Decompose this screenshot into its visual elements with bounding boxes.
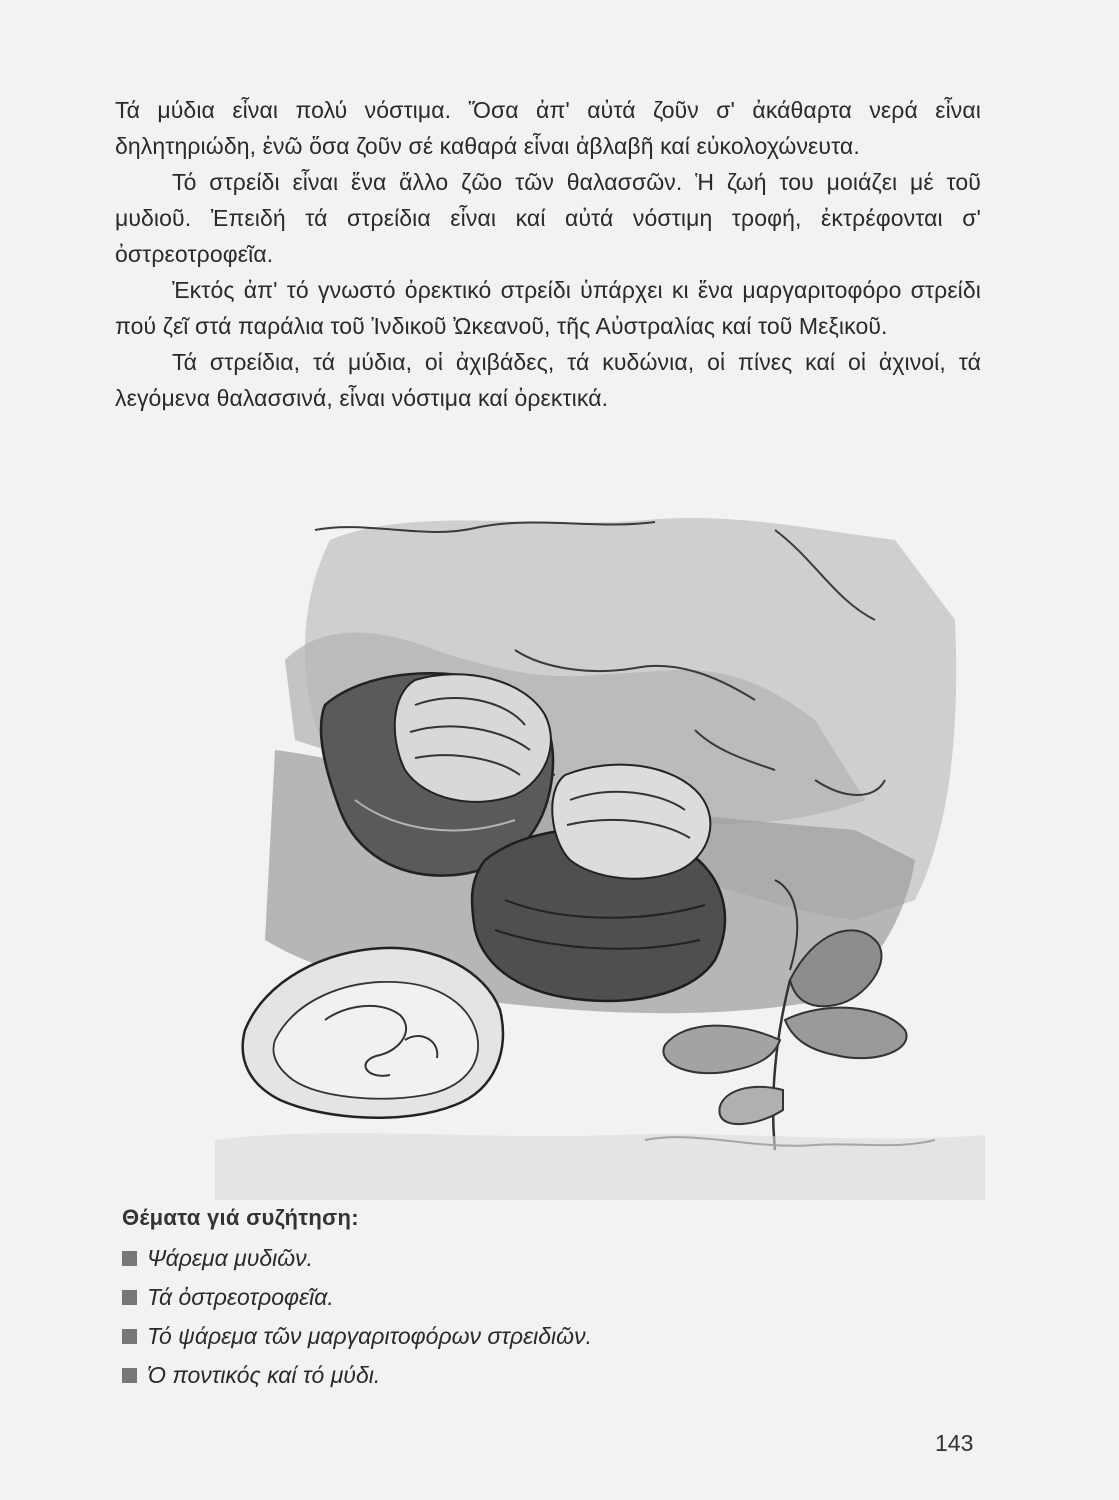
- square-bullet-icon: [122, 1290, 137, 1305]
- oysters-illustration: [215, 500, 985, 1200]
- topic-text: Ψάρεμα μυδιῶν.: [147, 1245, 314, 1271]
- topic-text: Τό ψάρεμα τῶν μαργαριτοφόρων στρειδιῶν.: [147, 1323, 592, 1349]
- topics-title: Θέματα γιά συζήτηση:: [122, 1205, 359, 1230]
- ground-wash: [215, 1133, 985, 1200]
- paragraph-pearl-oyster: Ἐκτός ἀπ' τό γνωστό ὀρεκτικό στρείδι ὑπάρχει κι ἕνα μαργαριτοφόρο στρείδι πού ζεῖ στά παράλια τοῦ Ἰνδικοῦ Ὠκεανοῦ, τῆς Αὐστραλίας καί τοῦ Μεξικοῦ.: [115, 277, 981, 339]
- paragraph-oyster: Τό στρείδι εἶναι ἕνα ἄλλο ζῶο τῶν θαλασσῶν. Ἡ ζωή του μοιάζει μέ τοῦ μυδιοῦ. Ἐπειδή τά στρείδια εἶναι καί αὐτά νόστιμη τροφή, ἐκτρέφονται σ' ὀστρεοτροφεῖα.: [115, 169, 981, 267]
- list-item: [122, 1356, 822, 1395]
- page-number: 143: [935, 1430, 974, 1456]
- topics-list: [122, 1239, 822, 1395]
- list-item: [122, 1317, 822, 1356]
- topic-text: Τά ὀστρεοτροφεῖα.: [147, 1284, 334, 1310]
- square-bullet-icon: [122, 1368, 137, 1383]
- list-item: [122, 1239, 822, 1278]
- paragraph-mussels: Τά μύδια εἶναι πολύ νόστιμα. Ὅσα ἀπ' αὐτά ζοῦν σ' ἀκάθαρτα νερά εἶναι δηλητηριώδη, ἐνῶ ὅσα ζοῦν σέ καθαρά εἶναι ἀβλαβῆ καί εὐκολοχώνευτα.: [115, 97, 981, 159]
- paragraph-seafood: Τά στρείδια, τά μύδια, οἱ ἀχιβάδες, τά κυδώνια, οἱ πίνες καί οἱ ἀχινοί, τά λεγόμενα θαλασσινά, εἶναι νόστιμα καί ὀρεκτικά.: [115, 349, 981, 411]
- topic-text: Ὁ ποντικός καί τό μύδι.: [147, 1362, 381, 1388]
- oyster-open: [243, 948, 503, 1118]
- square-bullet-icon: [122, 1329, 137, 1344]
- list-item: [122, 1278, 822, 1317]
- body-text: [115, 92, 981, 416]
- square-bullet-icon: [122, 1251, 137, 1266]
- discussion-topics: [122, 1205, 822, 1395]
